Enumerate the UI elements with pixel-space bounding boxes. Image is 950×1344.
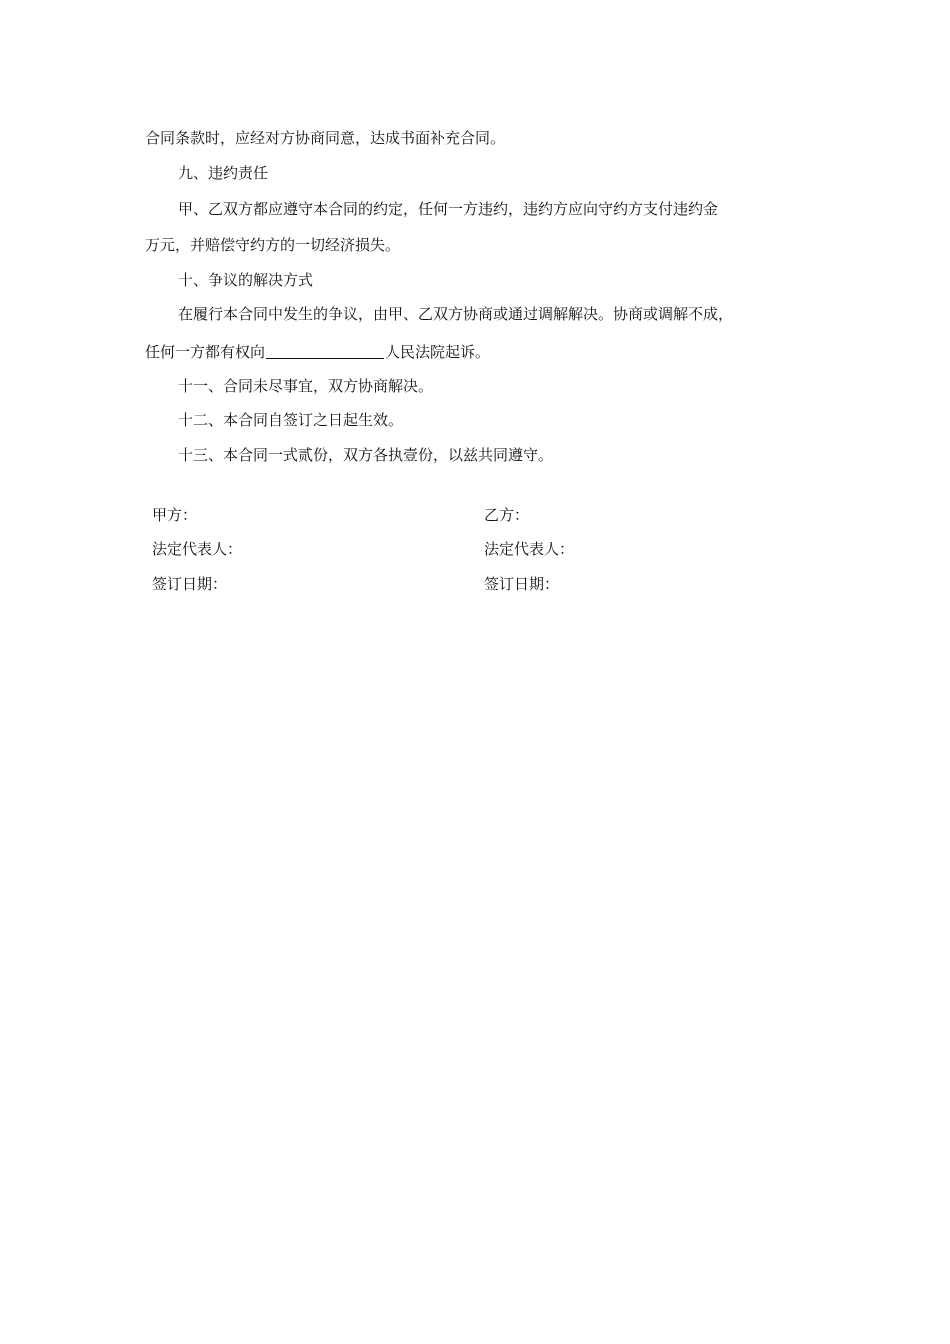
paragraph-breach-line2: 万元，并赔偿守约方的一切经济损失。 <box>145 236 401 254</box>
heading-dispute-resolution: 十、争议的解决方式 <box>178 271 314 289</box>
clause-eleven: 十一、合同未尽事宜，双方协商解决。 <box>178 377 434 395</box>
party-a-label: 甲方： <box>152 506 198 524</box>
paragraph-dispute-line1: 在履行本合同中发生的争议，由甲、乙双方协商或通过调解解决。协商或调解不成， <box>178 305 734 323</box>
legal-rep-a-label: 法定代表人： <box>152 540 243 558</box>
party-b-label: 乙方： <box>484 506 530 524</box>
sign-date-a-label: 签订日期： <box>152 575 228 593</box>
heading-breach-liability: 九、违约责任 <box>178 164 269 182</box>
dispute-text-after-blank: 人民法院起诉。 <box>385 343 491 361</box>
paragraph-dispute-line2 <box>145 342 810 362</box>
clause-thirteen: 十三、本合同一式贰份，双方各执壹份，以兹共同遵守。 <box>178 446 554 464</box>
paragraph-contract-terms: 合同条款时，应经对方协商同意，达成书面补充合同。 <box>145 129 506 147</box>
dispute-text-before-blank: 任何一方都有权向 <box>145 343 266 361</box>
paragraph-breach-line1: 甲、乙双方都应遵守本合同的约定，任何一方违约，违约方应向守约方支付违约金 <box>178 200 719 218</box>
court-name-blank[interactable] <box>266 343 384 359</box>
clause-twelve: 十二、本合同自签订之日起生效。 <box>178 411 404 429</box>
legal-rep-b-label: 法定代表人： <box>484 540 575 558</box>
sign-date-b-label: 签订日期： <box>484 575 560 593</box>
